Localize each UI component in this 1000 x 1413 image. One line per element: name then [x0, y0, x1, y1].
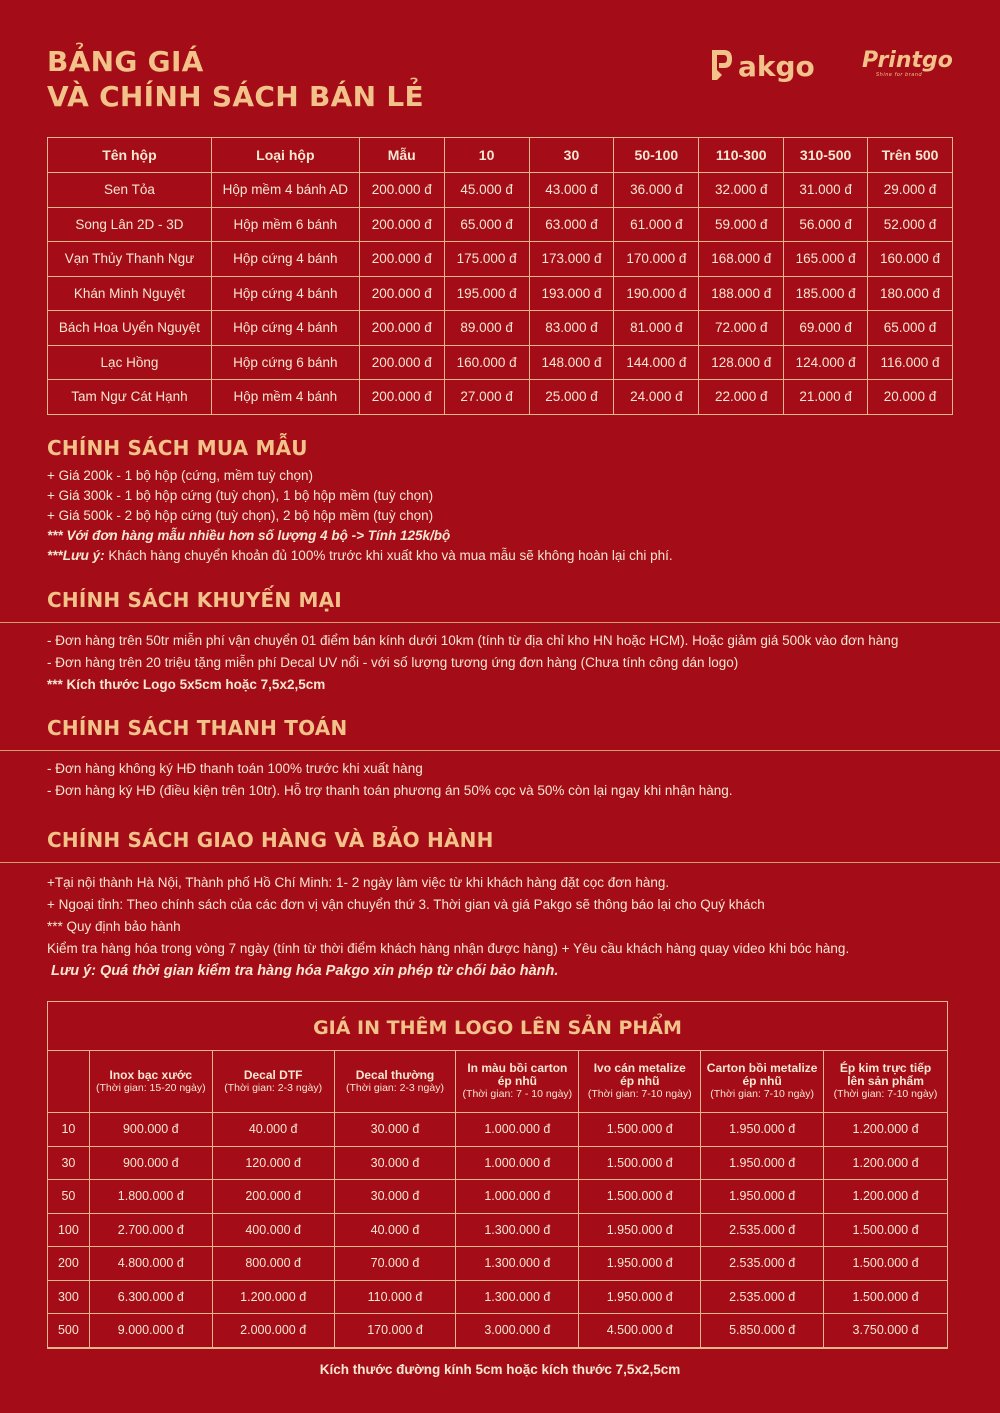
- logo-table-header-row: [48, 1051, 948, 1113]
- logo-price-cell: 30.000 đ: [334, 1146, 456, 1180]
- logo-price-cell: 1.950.000 đ: [701, 1146, 824, 1180]
- price-table-row: [48, 380, 953, 415]
- price-cell: 72.000 đ: [699, 311, 784, 346]
- price-header-cell: 50-100: [614, 138, 699, 173]
- logo-table-body: [48, 1113, 948, 1348]
- price-cell: 31.000 đ: [784, 173, 868, 208]
- price-cell: 45.000 đ: [444, 173, 529, 208]
- price-cell: 63.000 đ: [529, 207, 614, 242]
- logo-price-cell: 1.500.000 đ: [579, 1180, 701, 1214]
- divider: [0, 750, 1000, 751]
- delivery-policy-title: CHÍNH SÁCH GIAO HÀNG VÀ BẢO HÀNH: [47, 828, 494, 852]
- logo-price-cell: 900.000 đ: [89, 1146, 212, 1180]
- logo-price-cell: 400.000 đ: [212, 1213, 334, 1247]
- quantity-header-cell: [48, 1051, 90, 1113]
- box-type-cell: Hộp cứng 4 bánh: [211, 276, 359, 311]
- price-cell: 200.000 đ: [359, 311, 444, 346]
- method-lead-time: (Thời gian: 2-3 ngày): [346, 1081, 444, 1094]
- method-name: Decal thường: [355, 1067, 435, 1082]
- price-cell: 160.000 đ: [868, 242, 953, 277]
- price-cell: 168.000 đ: [699, 242, 784, 277]
- price-cell: 200.000 đ: [359, 380, 444, 415]
- price-cell: 173.000 đ: [529, 242, 614, 277]
- price-cell: 65.000 đ: [444, 207, 529, 242]
- price-cell: 175.000 đ: [444, 242, 529, 277]
- logo-price-cell: 170.000 đ: [334, 1314, 456, 1348]
- price-table-row: [48, 311, 953, 346]
- price-cell: 188.000 đ: [699, 276, 784, 311]
- delivery-policy-text: [47, 872, 849, 982]
- logo-price-cell: 2.535.000 đ: [701, 1247, 824, 1281]
- price-cell: 180.000 đ: [868, 276, 953, 311]
- logo-price-cell: 2.535.000 đ: [701, 1280, 824, 1314]
- logo-table-row: [48, 1314, 948, 1348]
- price-header-cell: 30: [529, 138, 614, 173]
- logo-table-row: [48, 1280, 948, 1314]
- logo-price-cell: 1.500.000 đ: [824, 1280, 948, 1314]
- method-lead-time: (Thời gian: 2-3 ngày): [224, 1081, 323, 1094]
- price-cell: 148.000 đ: [529, 345, 614, 380]
- logo-price-cell: 900.000 đ: [89, 1113, 212, 1147]
- price-table-row: [48, 276, 953, 311]
- sample-policy-title: CHÍNH SÁCH MUA MẪU: [47, 436, 308, 460]
- price-header-cell: Trên 500: [868, 138, 953, 173]
- logo-price-cell: 1.950.000 đ: [579, 1213, 701, 1247]
- price-cell: 89.000 đ: [444, 311, 529, 346]
- note-label: ***Lưu ý:: [47, 548, 105, 563]
- promo-policy-text: [47, 630, 898, 696]
- box-name-cell: Tam Ngư Cát Hạnh: [48, 380, 212, 415]
- logo-price-cell: 1.950.000 đ: [701, 1113, 824, 1147]
- price-cell: 165.000 đ: [784, 242, 868, 277]
- price-header-cell: Mẫu: [359, 138, 444, 173]
- quantity-cell: 100: [48, 1213, 90, 1247]
- logo-price-cell: 30.000 đ: [334, 1180, 456, 1214]
- box-name-cell: Sen Tỏa: [48, 173, 212, 208]
- price-cell: 200.000 đ: [359, 242, 444, 277]
- logo-table-row: [48, 1247, 948, 1281]
- box-type-cell: Hộp cứng 4 bánh: [211, 242, 359, 277]
- price-cell: 29.000 đ: [868, 173, 953, 208]
- payment-policy-line: - Đơn hàng không ký HĐ thanh toán 100% trước khi xuất hàng: [47, 761, 423, 776]
- price-table-row: [48, 345, 953, 380]
- payment-policy-title: CHÍNH SÁCH THANH TOÁN: [47, 716, 348, 740]
- sample-policy-text: [47, 466, 673, 566]
- logo-price-cell: 30.000 đ: [334, 1113, 456, 1147]
- logo-price-cell: 6.300.000 đ: [89, 1280, 212, 1314]
- logo-table-row: [48, 1213, 948, 1247]
- sample-policy-line: + Giá 200k - 1 bộ hộp (cứng, mềm tuỳ chọn): [47, 468, 314, 483]
- logo-price-cell: 1.000.000 đ: [456, 1146, 579, 1180]
- delivery-policy-line: *** Quy định bảo hành: [47, 919, 181, 934]
- printgo-logo-text: Printgo: [862, 48, 953, 73]
- price-cell: 185.000 đ: [784, 276, 868, 311]
- logo-price-cell: 3.750.000 đ: [824, 1314, 948, 1348]
- logo-price-cell: 4.500.000 đ: [579, 1314, 701, 1348]
- box-name-cell: Lạc Hồng: [48, 345, 212, 380]
- logo-price-cell: 1.200.000 đ: [824, 1113, 948, 1147]
- title-line-1: BẢNG GIÁ: [47, 45, 204, 78]
- promo-policy-line: - Đơn hàng trên 20 triệu tặng miễn phí Decal UV nổi - với số lượng tương ứng đơn hàng (Chưa tính công dán logo): [47, 655, 739, 670]
- quantity-cell: 300: [48, 1280, 90, 1314]
- logo-price-cell: 200.000 đ: [212, 1180, 334, 1214]
- price-cell: 195.000 đ: [444, 276, 529, 311]
- price-cell: 124.000 đ: [784, 345, 868, 380]
- box-type-cell: Hộp cứng 4 bánh: [211, 311, 359, 346]
- logo-method-header-cell: [89, 1051, 212, 1113]
- price-cell: 144.000 đ: [614, 345, 699, 380]
- logo-price-cell: 40.000 đ: [212, 1113, 334, 1147]
- logo-price-cell: 1.500.000 đ: [579, 1113, 701, 1147]
- price-table-row: [48, 173, 953, 208]
- price-cell: 22.000 đ: [699, 380, 784, 415]
- delivery-policy-line: + Ngoại tỉnh: Theo chính sách của các đơn vị vận chuyển thứ 3. Thời gian và giá Pakgo sẽ thông báo lại cho Quý khách: [47, 897, 765, 912]
- quantity-cell: 200: [48, 1247, 90, 1281]
- quantity-cell: 30: [48, 1146, 90, 1180]
- logo-price-cell: 40.000 đ: [334, 1213, 456, 1247]
- method-name: In màu bồi carton: [467, 1061, 568, 1075]
- method-name: Ivo cán metalize: [593, 1061, 686, 1075]
- logo-price-cell: 1.200.000 đ: [824, 1146, 948, 1180]
- logo-method-header-cell: [212, 1051, 334, 1113]
- delivery-policy-line: +Tại nội thành Hà Nội, Thành phố Hồ Chí Minh: 1- 2 ngày làm việc từ khi khách hàng đặt cọc đơn hàng.: [47, 875, 670, 890]
- logo-price-cell: 4.800.000 đ: [89, 1247, 212, 1281]
- price-cell: 36.000 đ: [614, 173, 699, 208]
- price-cell: 128.000 đ: [699, 345, 784, 380]
- price-cell: 190.000 đ: [614, 276, 699, 311]
- method-lead-time: (Thời gian: 7-10 ngày): [587, 1088, 692, 1100]
- printgo-tagline: Shine for brand: [876, 72, 923, 78]
- price-table-row: [48, 207, 953, 242]
- logo-price-cell: 1.950.000 đ: [701, 1180, 824, 1214]
- price-cell: 160.000 đ: [444, 345, 529, 380]
- price-cell: 193.000 đ: [529, 276, 614, 311]
- price-header-cell: 310-500: [784, 138, 868, 173]
- price-cell: 56.000 đ: [784, 207, 868, 242]
- sample-policy-line: *** Với đơn hàng mẫu nhiều hơn số lượng 4 bộ -> Tính 125k/bộ: [47, 528, 451, 543]
- logo-price-cell: 1.500.000 đ: [824, 1213, 948, 1247]
- logo-price-cell: 70.000 đ: [334, 1247, 456, 1281]
- sample-policy-line: + Giá 500k - 2 bộ hộp cứng (tuỳ chọn), 2 bộ hộp mềm (tuỳ chọn): [47, 508, 434, 523]
- price-cell: 69.000 đ: [784, 311, 868, 346]
- logo-price-cell: 120.000 đ: [212, 1146, 334, 1180]
- box-name-cell: Bách Hoa Uyển Nguyệt: [48, 311, 212, 346]
- logo-price-cell: 9.000.000 đ: [89, 1314, 212, 1348]
- title-line-2: VÀ CHÍNH SÁCH BÁN LẺ: [47, 80, 424, 113]
- box-name-cell: Vạn Thủy Thanh Ngư: [48, 242, 212, 277]
- logo-price-cell: 1.200.000 đ: [212, 1280, 334, 1314]
- price-table-body: [48, 173, 953, 415]
- printgo-logo: [862, 48, 953, 78]
- price-table-header-row: [48, 138, 953, 173]
- logo-table-title: GIÁ IN THÊM LOGO LÊN SẢN PHẨM: [313, 1017, 682, 1039]
- logo-price-cell: 1.300.000 đ: [456, 1247, 579, 1281]
- logo-printing-price-box: [47, 1001, 948, 1349]
- logo-method-header-cell: [824, 1051, 948, 1113]
- method-name: Ép kim trực tiếp: [839, 1061, 932, 1075]
- logo-table-row: [48, 1113, 948, 1147]
- logo-price-cell: 2.700.000 đ: [89, 1213, 212, 1247]
- logo-price-cell: 1.950.000 đ: [579, 1280, 701, 1314]
- quantity-cell: 50: [48, 1180, 90, 1214]
- box-name-cell: Khán Minh Nguyệt: [48, 276, 212, 311]
- promo-policy-line: *** Kích thước Logo 5x5cm hoặc 7,5x2,5cm: [47, 677, 326, 692]
- payment-policy-text: [47, 758, 733, 802]
- logo-price-cell: 1.300.000 đ: [456, 1213, 579, 1247]
- payment-policy-line: - Đơn hàng ký HĐ (điều kiện trên 10tr). Hỗ trợ thanh toán phương án 50% cọc và 50% còn lại ngay khi nhận hàng.: [47, 783, 733, 798]
- logo-price-cell: 1.000.000 đ: [456, 1180, 579, 1214]
- logo-price-cell: 110.000 đ: [334, 1280, 456, 1314]
- delivery-policy-line: Kiểm tra hàng hóa trong vòng 7 ngày (tính từ thời điểm khách hàng nhận được hàng) + Yêu cầu khách hàng quay video khi bóc hàng.: [47, 941, 850, 956]
- logo-table-row: [48, 1146, 948, 1180]
- method-name: Inox bạc xước: [109, 1067, 193, 1082]
- method-name: Decal DTF: [243, 1067, 303, 1082]
- price-cell: 65.000 đ: [868, 311, 953, 346]
- logo-method-header-cell: [456, 1051, 579, 1113]
- pakgo-logo-text: akgo: [738, 49, 815, 83]
- divider: [0, 862, 1000, 863]
- price-cell: 170.000 đ: [614, 242, 699, 277]
- box-type-cell: Hộp mềm 4 bánh: [211, 380, 359, 415]
- method-lead-time: (Thời gian: 7-10 ngày): [833, 1088, 938, 1100]
- logo-price-cell: 1.800.000 đ: [89, 1180, 212, 1214]
- price-cell: 21.000 đ: [784, 380, 868, 415]
- method-lead-time: (Thời gian: 7 - 10 ngày): [462, 1088, 573, 1100]
- divider: [0, 622, 1000, 623]
- logo-size-footnote: Kích thước đường kính 5cm hoặc kích thước 7,5x2,5cm: [319, 1362, 681, 1377]
- logo-price-cell: 5.850.000 đ: [701, 1314, 824, 1348]
- logo-price-cell: 2.535.000 đ: [701, 1213, 824, 1247]
- price-cell: 32.000 đ: [699, 173, 784, 208]
- pakgo-logo-mark-icon: [710, 48, 734, 84]
- logo-method-header-cell: [579, 1051, 701, 1113]
- logo-price-table: [47, 1050, 948, 1348]
- logo-price-cell: 1.500.000 đ: [824, 1247, 948, 1281]
- logo-price-cell: 2.000.000 đ: [212, 1314, 334, 1348]
- price-cell: 20.000 đ: [868, 380, 953, 415]
- method-name-line2: ép nhũ: [497, 1074, 538, 1088]
- price-cell: 81.000 đ: [614, 311, 699, 346]
- price-cell: 116.000 đ: [868, 345, 953, 380]
- logo-price-cell: 1.000.000 đ: [456, 1113, 579, 1147]
- box-price-table: [47, 137, 953, 415]
- sample-policy-note: [47, 546, 673, 566]
- price-cell: 83.000 đ: [529, 311, 614, 346]
- price-header-cell: Tên hộp: [48, 138, 212, 173]
- method-name-line2: ép nhũ: [742, 1074, 782, 1088]
- price-cell: 52.000 đ: [868, 207, 953, 242]
- logo-method-header-cell: [334, 1051, 456, 1113]
- quantity-cell: 10: [48, 1113, 90, 1147]
- price-cell: 24.000 đ: [614, 380, 699, 415]
- box-type-cell: Hộp mềm 6 bánh: [211, 207, 359, 242]
- logo-price-cell: 1.300.000 đ: [456, 1280, 579, 1314]
- price-cell: 59.000 đ: [699, 207, 784, 242]
- quantity-cell: 500: [48, 1314, 90, 1348]
- price-header-cell: Loại hộp: [211, 138, 359, 173]
- warranty-note: Lưu ý: Quá thời gian kiểm tra hàng hóa Pakgo xin phép từ chối bảo hành.: [51, 963, 559, 979]
- method-name: Carton bồi metalize: [706, 1061, 818, 1075]
- promo-policy-line: - Đơn hàng trên 50tr miễn phí vận chuyển 01 điểm bán kính dưới 10km (tính từ địa chỉ kho HN hoặc HCM). Hoặc giảm giá 500k vào đơn hàng: [47, 633, 899, 648]
- price-cell: 27.000 đ: [444, 380, 529, 415]
- logo-price-cell: 1.950.000 đ: [579, 1247, 701, 1281]
- price-cell: 200.000 đ: [359, 276, 444, 311]
- price-cell: 25.000 đ: [529, 380, 614, 415]
- method-name-line2: ép nhũ: [620, 1074, 660, 1088]
- method-lead-time: (Thời gian: 7-10 ngày): [710, 1088, 815, 1100]
- box-type-cell: Hộp mềm 4 bánh AD: [211, 173, 359, 208]
- price-cell: 61.000 đ: [614, 207, 699, 242]
- price-header-cell: 110-300: [699, 138, 784, 173]
- method-lead-time: (Thời gian: 15-20 ngày): [95, 1081, 206, 1094]
- page-title: [47, 44, 424, 114]
- price-table-row: [48, 242, 953, 277]
- price-header-cell: 10: [444, 138, 529, 173]
- logo-price-cell: 1.200.000 đ: [824, 1180, 948, 1214]
- logo-price-cell: 3.000.000 đ: [456, 1314, 579, 1348]
- logo-price-cell: 1.500.000 đ: [579, 1146, 701, 1180]
- method-name-line2: lên sản phẩm: [847, 1074, 924, 1088]
- price-cell: 200.000 đ: [359, 207, 444, 242]
- sample-policy-line: + Giá 300k - 1 bộ hộp cứng (tuỳ chọn), 1 bộ hộp mềm (tuỳ chọn): [47, 488, 434, 503]
- logo-table-row: [48, 1180, 948, 1214]
- price-cell: 43.000 đ: [529, 173, 614, 208]
- logo-price-cell: 800.000 đ: [212, 1247, 334, 1281]
- price-cell: 200.000 đ: [359, 345, 444, 380]
- price-cell: 200.000 đ: [359, 173, 444, 208]
- box-name-cell: Song Lân 2D - 3D: [48, 207, 212, 242]
- pakgo-logo: [710, 46, 815, 86]
- note-text: Khách hàng chuyển khoản đủ 100% trước khi xuất kho và mua mẫu sẽ không hoàn lại chi phí.: [104, 548, 673, 563]
- promo-policy-title: CHÍNH SÁCH KHUYẾN MẠI: [47, 588, 342, 612]
- box-type-cell: Hộp cứng 6 bánh: [211, 345, 359, 380]
- logo-method-header-cell: [701, 1051, 824, 1113]
